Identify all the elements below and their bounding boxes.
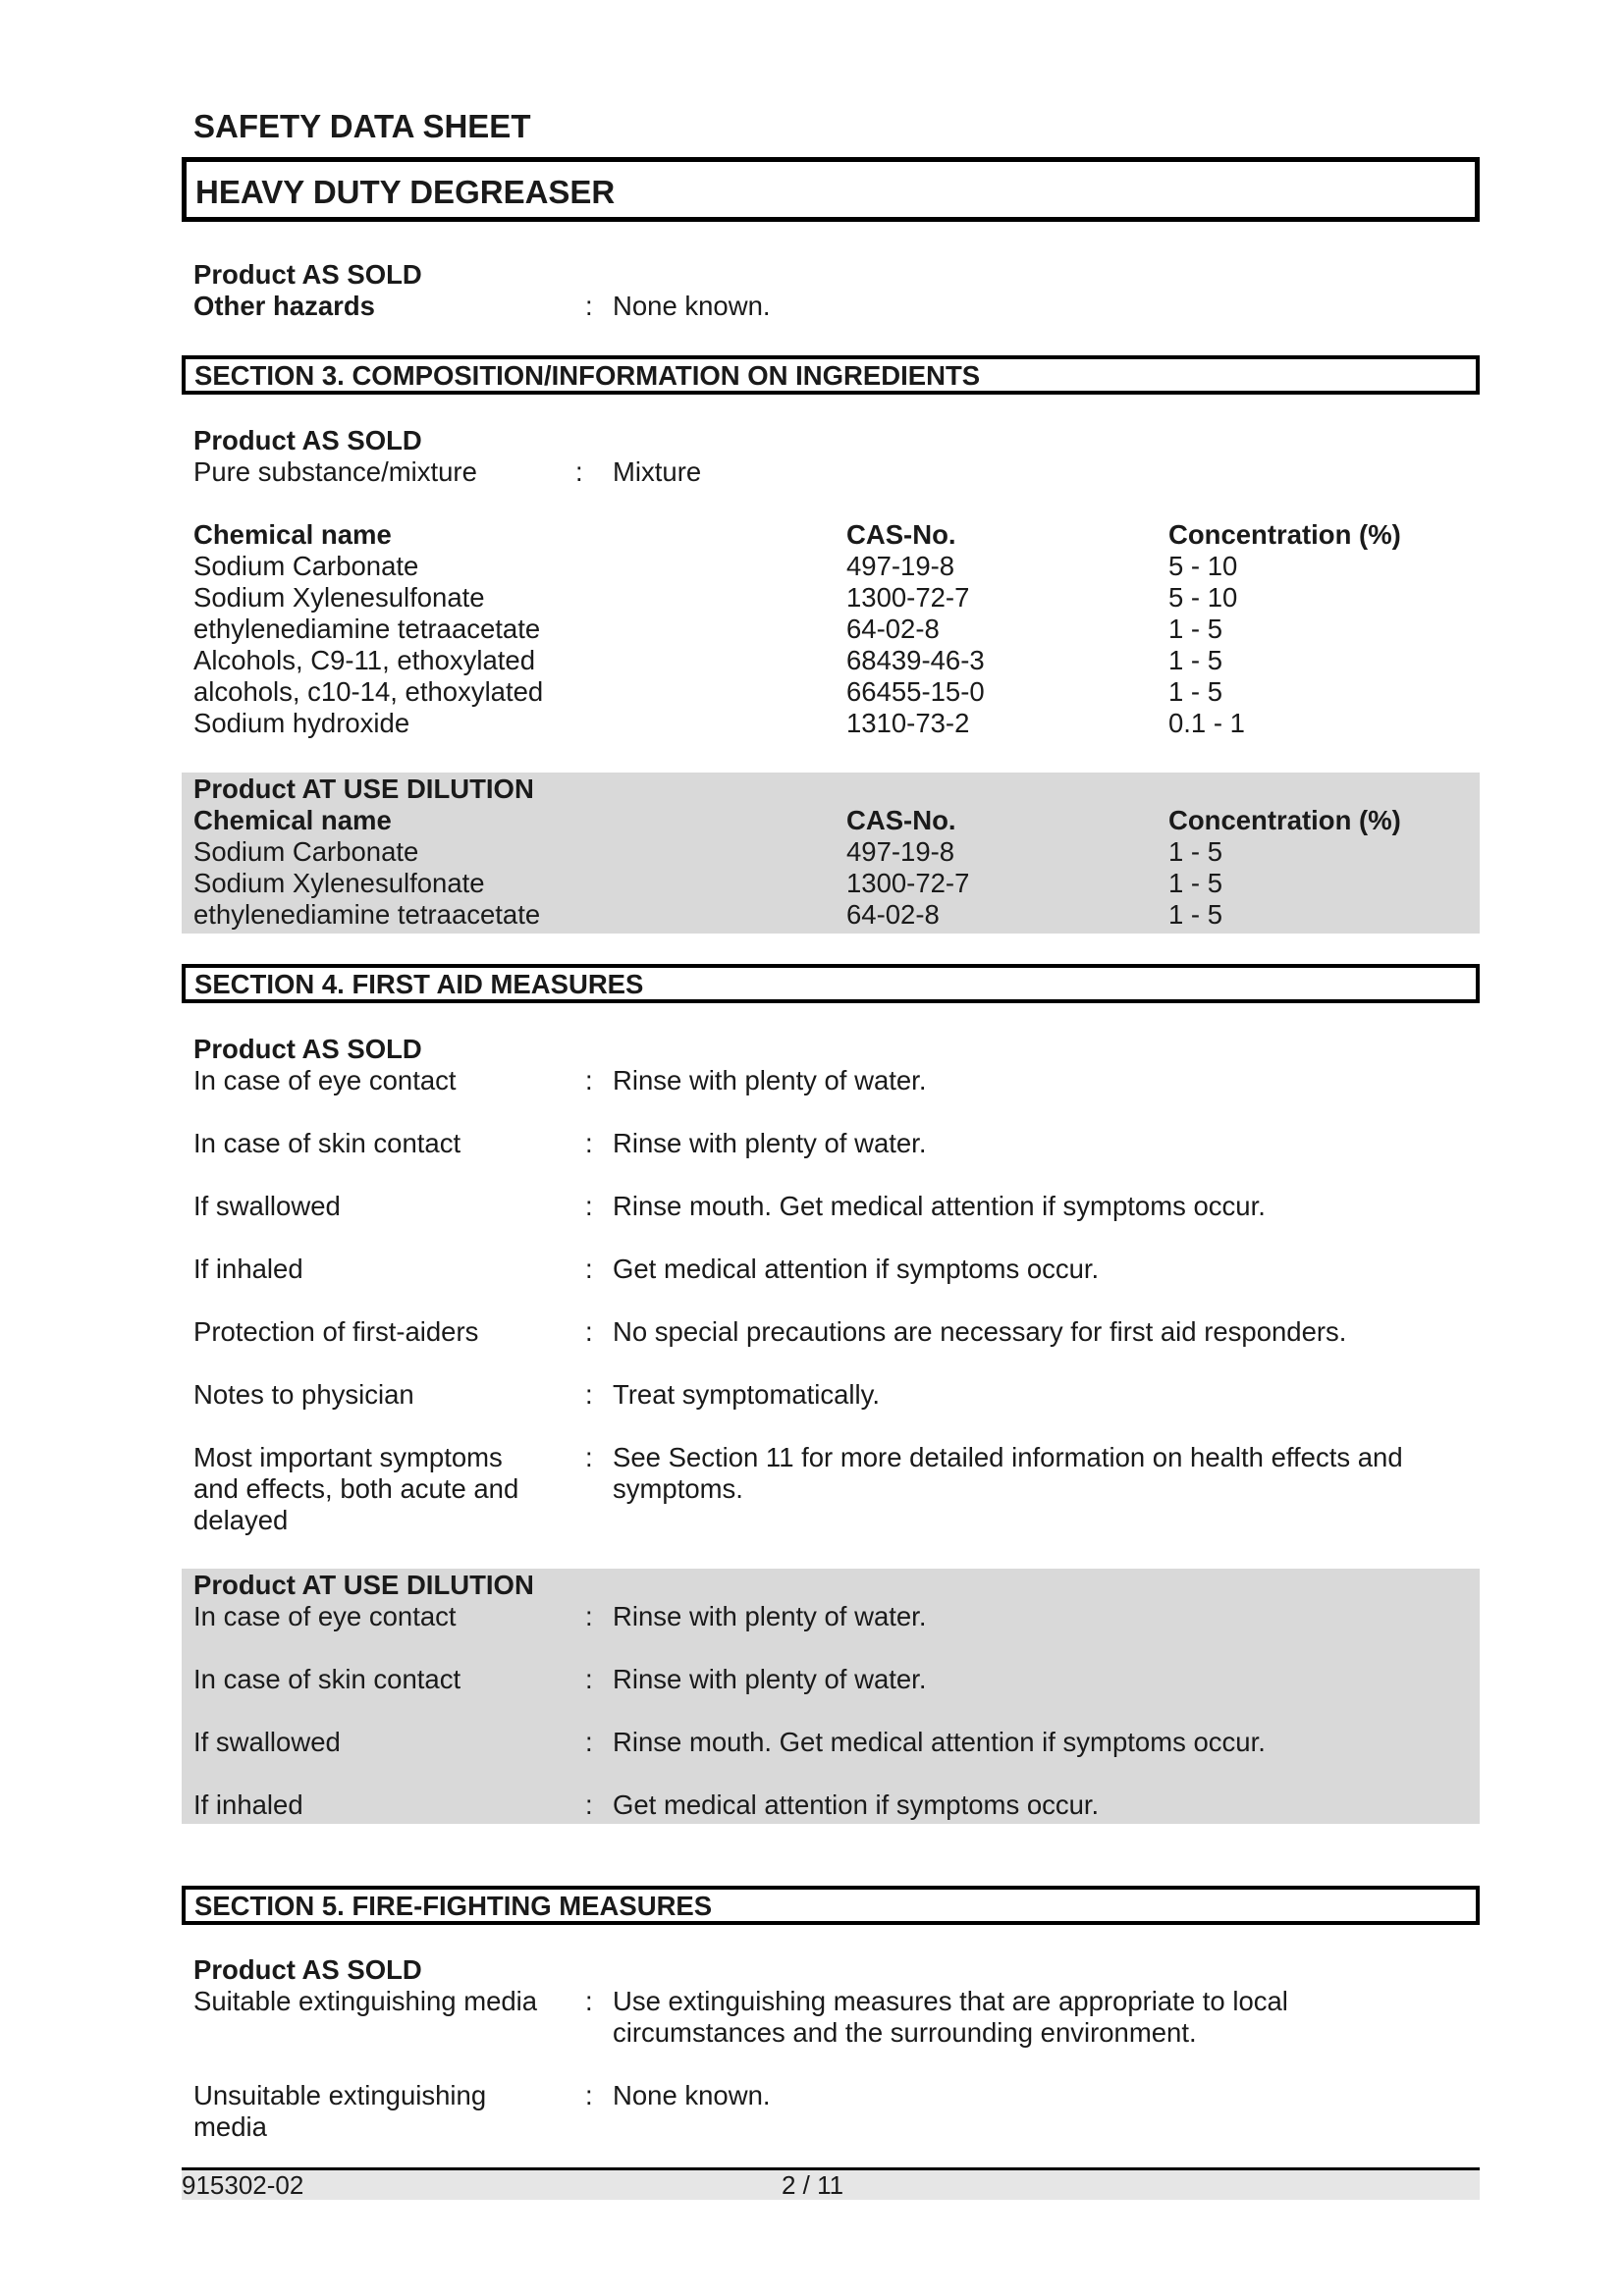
colon-separator: : [585, 1789, 593, 1820]
ingredient-concentration: 5 - 10 [1168, 551, 1238, 581]
colon-separator: : [585, 1379, 593, 1410]
first-aid-label: In case of eye contact [193, 1065, 457, 1095]
ingredient-name: Sodium Xylenesulfonate [193, 582, 485, 613]
first-aid-value: Rinse with plenty of water. [613, 1128, 927, 1158]
colon-separator: : [585, 1191, 593, 1221]
dil-col-header-cas: CAS-No. [846, 805, 956, 835]
s2-group-label: Product AS SOLD [193, 259, 422, 290]
dilution-ingredient-cas: 497-19-8 [846, 836, 955, 867]
section-4-header [182, 964, 1480, 1003]
first-aid-label: If inhaled [193, 1254, 303, 1284]
s2-other-hazards-label: Other hazards [193, 291, 375, 321]
dilution-ingredient-name: Sodium Xylenesulfonate [193, 868, 485, 898]
dilution-first-aid-value: Get medical attention if symptoms occur. [613, 1789, 1100, 1820]
dilution-ingredient-concentration: 1 - 5 [1168, 899, 1223, 930]
colon-separator: : [585, 1254, 593, 1284]
colon-separator: : [585, 1128, 593, 1158]
section-5-title: SECTION 5. FIRE-FIGHTING MEASURES [194, 1891, 713, 1921]
dilution-first-aid-label: In case of skin contact [193, 1664, 461, 1694]
dilution-ingredient-cas: 1300-72-7 [846, 868, 970, 898]
col-header-cas: CAS-No. [846, 519, 956, 550]
s3-dilution-label: Product AT USE DILUTION [193, 774, 534, 804]
ingredient-name: Alcohols, C9-11, ethoxylated [193, 645, 536, 675]
dilution-first-aid-value: Rinse with plenty of water. [613, 1601, 927, 1631]
ingredient-name: ethylenediamine tetraacetate [193, 614, 541, 644]
suitable-media-label: Suitable extinguishing media [193, 1986, 538, 2016]
document-title: SAFETY DATA SHEET [193, 108, 531, 144]
colon-separator: : [585, 1664, 593, 1694]
colon-separator: : [585, 1442, 593, 1472]
ingredient-cas: 497-19-8 [846, 551, 955, 581]
symptoms-label: and effects, both acute and [193, 1473, 519, 1504]
unsuitable-media-label: media [193, 2111, 267, 2142]
col-header-concentration: Concentration (%) [1168, 519, 1401, 550]
ingredient-name: Sodium Carbonate [193, 551, 419, 581]
symptoms-label: delayed [193, 1505, 289, 1535]
product-name: HEAVY DUTY DEGREASER [195, 174, 616, 210]
ingredient-concentration: 1 - 5 [1168, 614, 1223, 644]
dilution-ingredient-concentration: 1 - 5 [1168, 836, 1223, 867]
first-aid-value: Rinse mouth. Get medical attention if symptoms occur. [613, 1191, 1266, 1221]
ingredient-cas: 1310-73-2 [846, 708, 970, 738]
dil-col-header-concentration: Concentration (%) [1168, 805, 1401, 835]
footer-page-number: 2 / 11 [782, 2170, 844, 2200]
symptoms-label: Most important symptoms [193, 1442, 503, 1472]
dilution-first-aid-label: If inhaled [193, 1789, 303, 1820]
colon-separator: : [585, 1316, 593, 1347]
s3-pure-label: Pure substance/mixture [193, 456, 477, 487]
section-5-header [182, 1886, 1480, 1925]
ingredient-cas: 64-02-8 [846, 614, 940, 644]
first-aid-label: In case of skin contact [193, 1128, 461, 1158]
ingredient-name: alcohols, c10-14, ethoxylated [193, 676, 544, 707]
s3-pure-value: Mixture [613, 456, 702, 487]
s2-other-hazards-value: None known. [613, 291, 771, 321]
s4-group-label: Product AS SOLD [193, 1034, 422, 1064]
colon-separator: : [585, 1601, 593, 1631]
ingredient-concentration: 1 - 5 [1168, 645, 1223, 675]
dilution-first-aid-value: Rinse mouth. Get medical attention if symptoms occur. [613, 1727, 1266, 1757]
symptoms-value: See Section 11 for more detailed information on health effects and [613, 1442, 1403, 1472]
first-aid-label: Protection of first-aiders [193, 1316, 479, 1347]
section-3-title: SECTION 3. COMPOSITION/INFORMATION ON INGREDIENTS [194, 360, 981, 391]
first-aid-value: Treat symptomatically. [613, 1379, 881, 1410]
ingredient-cas: 68439-46-3 [846, 645, 985, 675]
col-header-chemical: Chemical name [193, 519, 392, 550]
first-aid-value: Rinse with plenty of water. [613, 1065, 927, 1095]
ingredient-concentration: 0.1 - 1 [1168, 708, 1245, 738]
first-aid-label: Notes to physician [193, 1379, 414, 1410]
dilution-ingredient-cas: 64-02-8 [846, 899, 940, 930]
dilution-ingredient-concentration: 1 - 5 [1168, 868, 1223, 898]
dil-col-header-chemical: Chemical name [193, 805, 392, 835]
symptoms-value: symptoms. [613, 1473, 743, 1504]
product-name-box [182, 157, 1480, 222]
colon-separator: : [575, 456, 583, 487]
s5-group-label: Product AS SOLD [193, 1954, 422, 1985]
s4-dilution-label: Product AT USE DILUTION [193, 1570, 534, 1600]
suitable-media-value: Use extinguishing measures that are appropriate to local [613, 1986, 1288, 2016]
suitable-media-value: circumstances and the surrounding environment. [613, 2017, 1197, 2048]
colon-separator: : [585, 2080, 593, 2110]
ingredient-concentration: 1 - 5 [1168, 676, 1223, 707]
colon-separator: : [585, 291, 593, 321]
section-3-header [182, 355, 1480, 395]
s3-group-label: Product AS SOLD [193, 425, 422, 455]
first-aid-label: If swallowed [193, 1191, 341, 1221]
unsuitable-media-label: Unsuitable extinguishing [193, 2080, 487, 2110]
colon-separator: : [585, 1727, 593, 1757]
dilution-first-aid-label: If swallowed [193, 1727, 341, 1757]
first-aid-value: Get medical attention if symptoms occur. [613, 1254, 1100, 1284]
colon-separator: : [585, 1065, 593, 1095]
footer-doc-number: 915302-02 [182, 2170, 304, 2200]
ingredient-concentration: 5 - 10 [1168, 582, 1238, 613]
ingredient-cas: 66455-15-0 [846, 676, 985, 707]
first-aid-value: No special precautions are necessary for first aid responders. [613, 1316, 1347, 1347]
ingredient-name: Sodium hydroxide [193, 708, 410, 738]
dilution-first-aid-label: In case of eye contact [193, 1601, 457, 1631]
dilution-ingredient-name: ethylenediamine tetraacetate [193, 899, 541, 930]
dilution-ingredient-name: Sodium Carbonate [193, 836, 419, 867]
section-4-title: SECTION 4. FIRST AID MEASURES [194, 969, 644, 999]
colon-separator: : [585, 1986, 593, 2016]
unsuitable-media-value: None known. [613, 2080, 771, 2110]
ingredient-cas: 1300-72-7 [846, 582, 970, 613]
dilution-first-aid-value: Rinse with plenty of water. [613, 1664, 927, 1694]
